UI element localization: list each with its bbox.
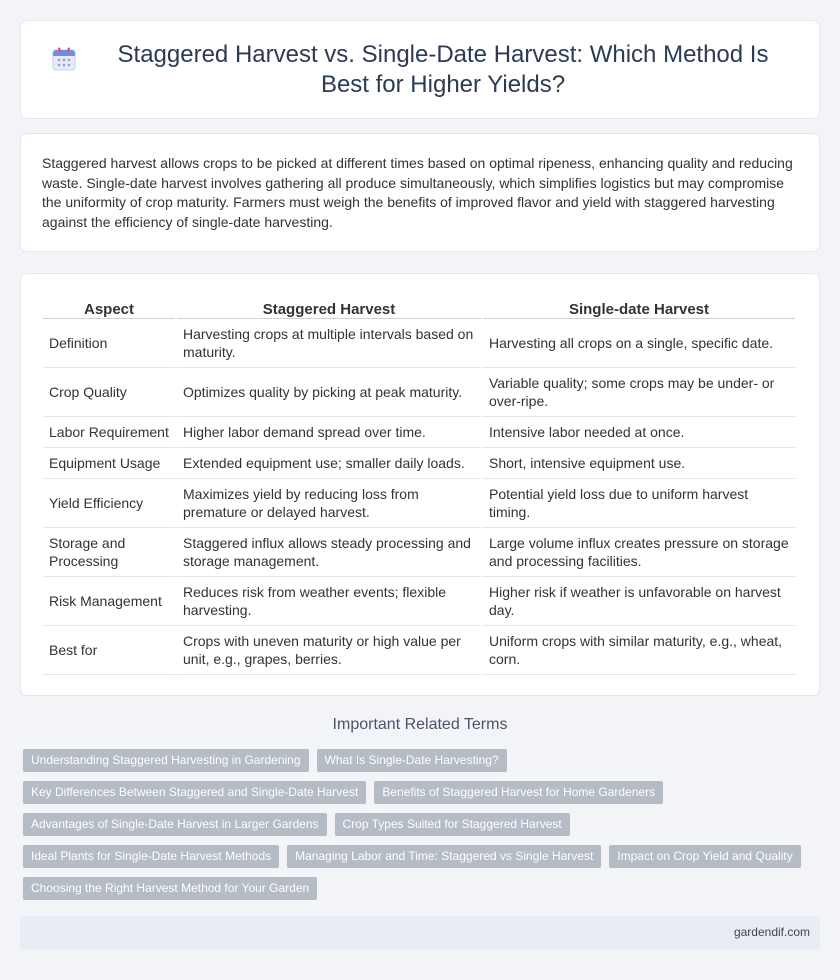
table-cell-staggered: Crops with uneven maturity or high value per unit, e.g., grapes, berries. bbox=[177, 626, 481, 675]
table-cell-aspect: Equipment Usage bbox=[43, 448, 175, 479]
related-term-tag[interactable]: Key Differences Between Staggered and Single-Date Harvest bbox=[23, 781, 366, 804]
calendar-icon bbox=[51, 46, 77, 72]
related-term-tag[interactable]: Benefits of Staggered Harvest for Home Gardeners bbox=[374, 781, 663, 804]
related-term-tag[interactable]: Understanding Staggered Harvesting in Gardening bbox=[23, 749, 309, 772]
table-cell-single-date: Large volume influx creates pressure on storage and processing facilities. bbox=[483, 528, 795, 577]
intro-text: Staggered harvest allows crops to be picked at different times based on optimal ripeness, enhancing quality and reducing waste. Single-date harvest involves gathering all produce simultaneously, which simplifies logistics but may compromise the uniformity of crop maturity. Farmers must weigh the benefits of improved flavor and yield with staggered harvesting against the efficiency of single-date harvesting. bbox=[42, 155, 793, 230]
tag-row bbox=[23, 781, 823, 804]
table-cell-single-date: Harvesting all crops on a single, specific date. bbox=[483, 319, 795, 368]
header-single-date: Single-date Harvest bbox=[483, 297, 795, 319]
table-row bbox=[43, 368, 795, 417]
table-row bbox=[43, 626, 795, 675]
table-cell-staggered: Optimizes quality by picking at peak maturity. bbox=[177, 368, 481, 417]
footer bbox=[20, 916, 820, 950]
table-row bbox=[43, 417, 795, 448]
table-cell-staggered: Staggered influx allows steady processing and storage management. bbox=[177, 528, 481, 577]
intro-card bbox=[20, 133, 820, 252]
table-cell-aspect: Risk Management bbox=[43, 577, 175, 626]
related-terms-heading: Important Related Terms bbox=[332, 716, 508, 733]
table-row bbox=[43, 479, 795, 528]
table-cell-staggered: Reduces risk from weather events; flexible harvesting. bbox=[177, 577, 481, 626]
comparison-table bbox=[41, 297, 797, 675]
related-term-tag[interactable]: Impact on Crop Yield and Quality bbox=[609, 845, 800, 868]
header-staggered: Staggered Harvest bbox=[177, 297, 481, 319]
table-cell-single-date: Potential yield loss due to uniform harvest timing. bbox=[483, 479, 795, 528]
header-card bbox=[20, 20, 820, 119]
table-cell-aspect: Yield Efficiency bbox=[43, 479, 175, 528]
table-cell-aspect: Crop Quality bbox=[43, 368, 175, 417]
table-cell-single-date: Intensive labor needed at once. bbox=[483, 417, 795, 448]
tag-row bbox=[23, 845, 823, 868]
table-cell-single-date: Uniform crops with similar maturity, e.g., wheat, corn. bbox=[483, 626, 795, 675]
table-cell-staggered: Higher labor demand spread over time. bbox=[177, 417, 481, 448]
table-header-row bbox=[43, 297, 795, 319]
tag-row bbox=[23, 749, 823, 772]
table-row bbox=[43, 448, 795, 479]
table-cell-aspect: Definition bbox=[43, 319, 175, 368]
table-cell-staggered: Maximizes yield by reducing loss from premature or delayed harvest. bbox=[177, 479, 481, 528]
table-cell-single-date: Variable quality; some crops may be under- or over-ripe. bbox=[483, 368, 795, 417]
tag-row bbox=[23, 877, 823, 900]
table-cell-single-date: Short, intensive equipment use. bbox=[483, 448, 795, 479]
related-terms-tags bbox=[23, 749, 823, 909]
table-cell-single-date: Higher risk if weather is unfavorable on harvest day. bbox=[483, 577, 795, 626]
tag-row bbox=[23, 813, 823, 836]
related-term-tag[interactable]: Advantages of Single-Date Harvest in Larger Gardens bbox=[23, 813, 327, 836]
table-row bbox=[43, 528, 795, 577]
related-term-tag[interactable]: Managing Labor and Time: Staggered vs Single Harvest bbox=[287, 845, 601, 868]
related-term-tag[interactable]: What Is Single-Date Harvesting? bbox=[317, 749, 507, 772]
comparison-table-card bbox=[20, 273, 820, 696]
footer-site-link[interactable]: gardendif.com bbox=[733, 925, 810, 939]
table-row bbox=[43, 319, 795, 368]
table-row bbox=[43, 577, 795, 626]
table-cell-aspect: Labor Requirement bbox=[43, 417, 175, 448]
table-cell-staggered: Extended equipment use; smaller daily loads. bbox=[177, 448, 481, 479]
table-cell-aspect: Best for bbox=[43, 626, 175, 675]
page-title: Staggered Harvest vs. Single-Date Harvest: Which Method Is Best for Higher Yields? bbox=[117, 40, 769, 98]
table-cell-aspect: Storage and Processing bbox=[43, 528, 175, 577]
header-aspect: Aspect bbox=[43, 297, 175, 319]
table-cell-staggered: Harvesting crops at multiple intervals based on maturity. bbox=[177, 319, 481, 368]
related-term-tag[interactable]: Choosing the Right Harvest Method for Your Garden bbox=[23, 877, 317, 900]
related-term-tag[interactable]: Ideal Plants for Single-Date Harvest Methods bbox=[23, 845, 279, 868]
related-term-tag[interactable]: Crop Types Suited for Staggered Harvest bbox=[335, 813, 570, 836]
